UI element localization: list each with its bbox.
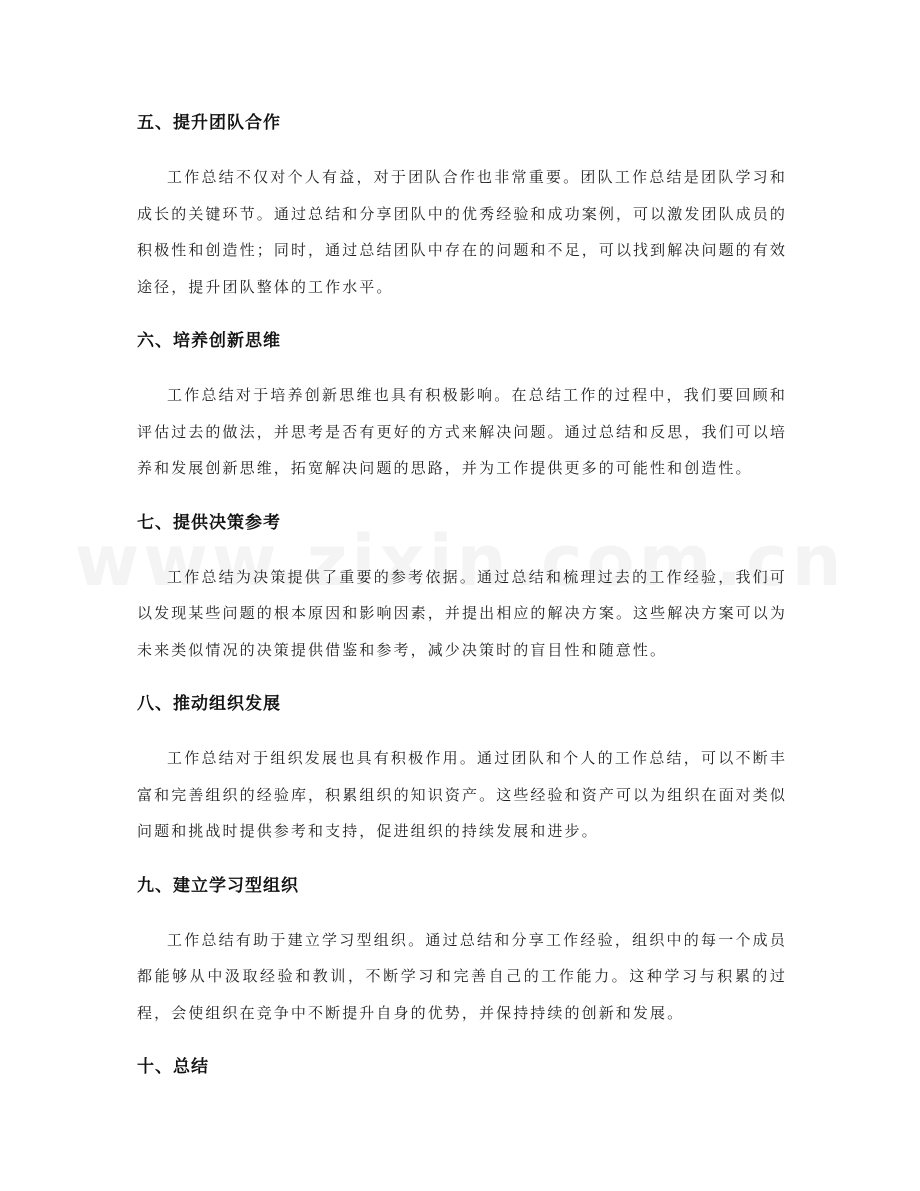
section-heading: 八、推动组织发展 [137,694,281,714]
section-paragraph: 工作总结不仅对个人有益，对于团队合作也非常重要。团队工作总结是团队学习和成长的关键环节。通过总结和分享团队中的优秀经验和成功案例，可以激发团队成员的积极性和创造性；同时，通过总结团队中存在的问题和不足，可以找到解决问题的有效途径，提升团队整体的工作水平。 [137,168,787,296]
section-paragraph: 工作总结对于组织发展也具有积极作用。通过团队和个人的工作总结，可以不断丰富和完善组织的经验库，积累组织的知识资产。这些经验和资产可以为组织在面对类似问题和挑战时提供参考和支持，促进组织的持续发展和进步。 [137,749,787,840]
section-paragraph: 工作总结为决策提供了重要的参考依据。通过总结和梳理过去的工作经验，我们可以发现某些问题的根本原因和影响因素，并提出相应的解决方案。这些解决方案可以为未来类似情况的决策提供借鉴和参考，减少决策时的盲目性和随意性。 [137,567,787,659]
section-heading: 九、建立学习型组织 [137,875,299,896]
section-8 [137,689,787,850]
section-10 [137,1052,787,1082]
section-9 [137,871,787,1032]
section-6 [137,326,787,487]
section-heading: 十、总结 [137,1057,209,1077]
document-content [137,108,787,1103]
section-5 [137,108,787,305]
section-heading: 七、提供决策参考 [137,512,281,533]
section-heading: 五、提升团队合作 [137,113,281,133]
section-7 [137,508,787,669]
section-paragraph: 工作总结对于培养创新思维也具有积极影响。在总结工作的过程中，我们要回顾和评估过去的做法，并思考是否有更好的方式来解决问题。通过总结和反思，我们可以培养和发展创新思维，拓宽解决问题的思路，并为工作提供更多的可能性和创造性。 [137,386,787,477]
section-heading: 六、培养创新思维 [137,331,281,351]
section-paragraph: 工作总结有助于建立学习型组织。通过总结和分享工作经验，组织中的每一个成员都能够从中汲取经验和教训，不断学习和完善自己的工作能力。这种学习与积累的过程，会使组织在竞争中不断提升自身的优势，并保持持续的创新和发展。 [137,930,787,1022]
